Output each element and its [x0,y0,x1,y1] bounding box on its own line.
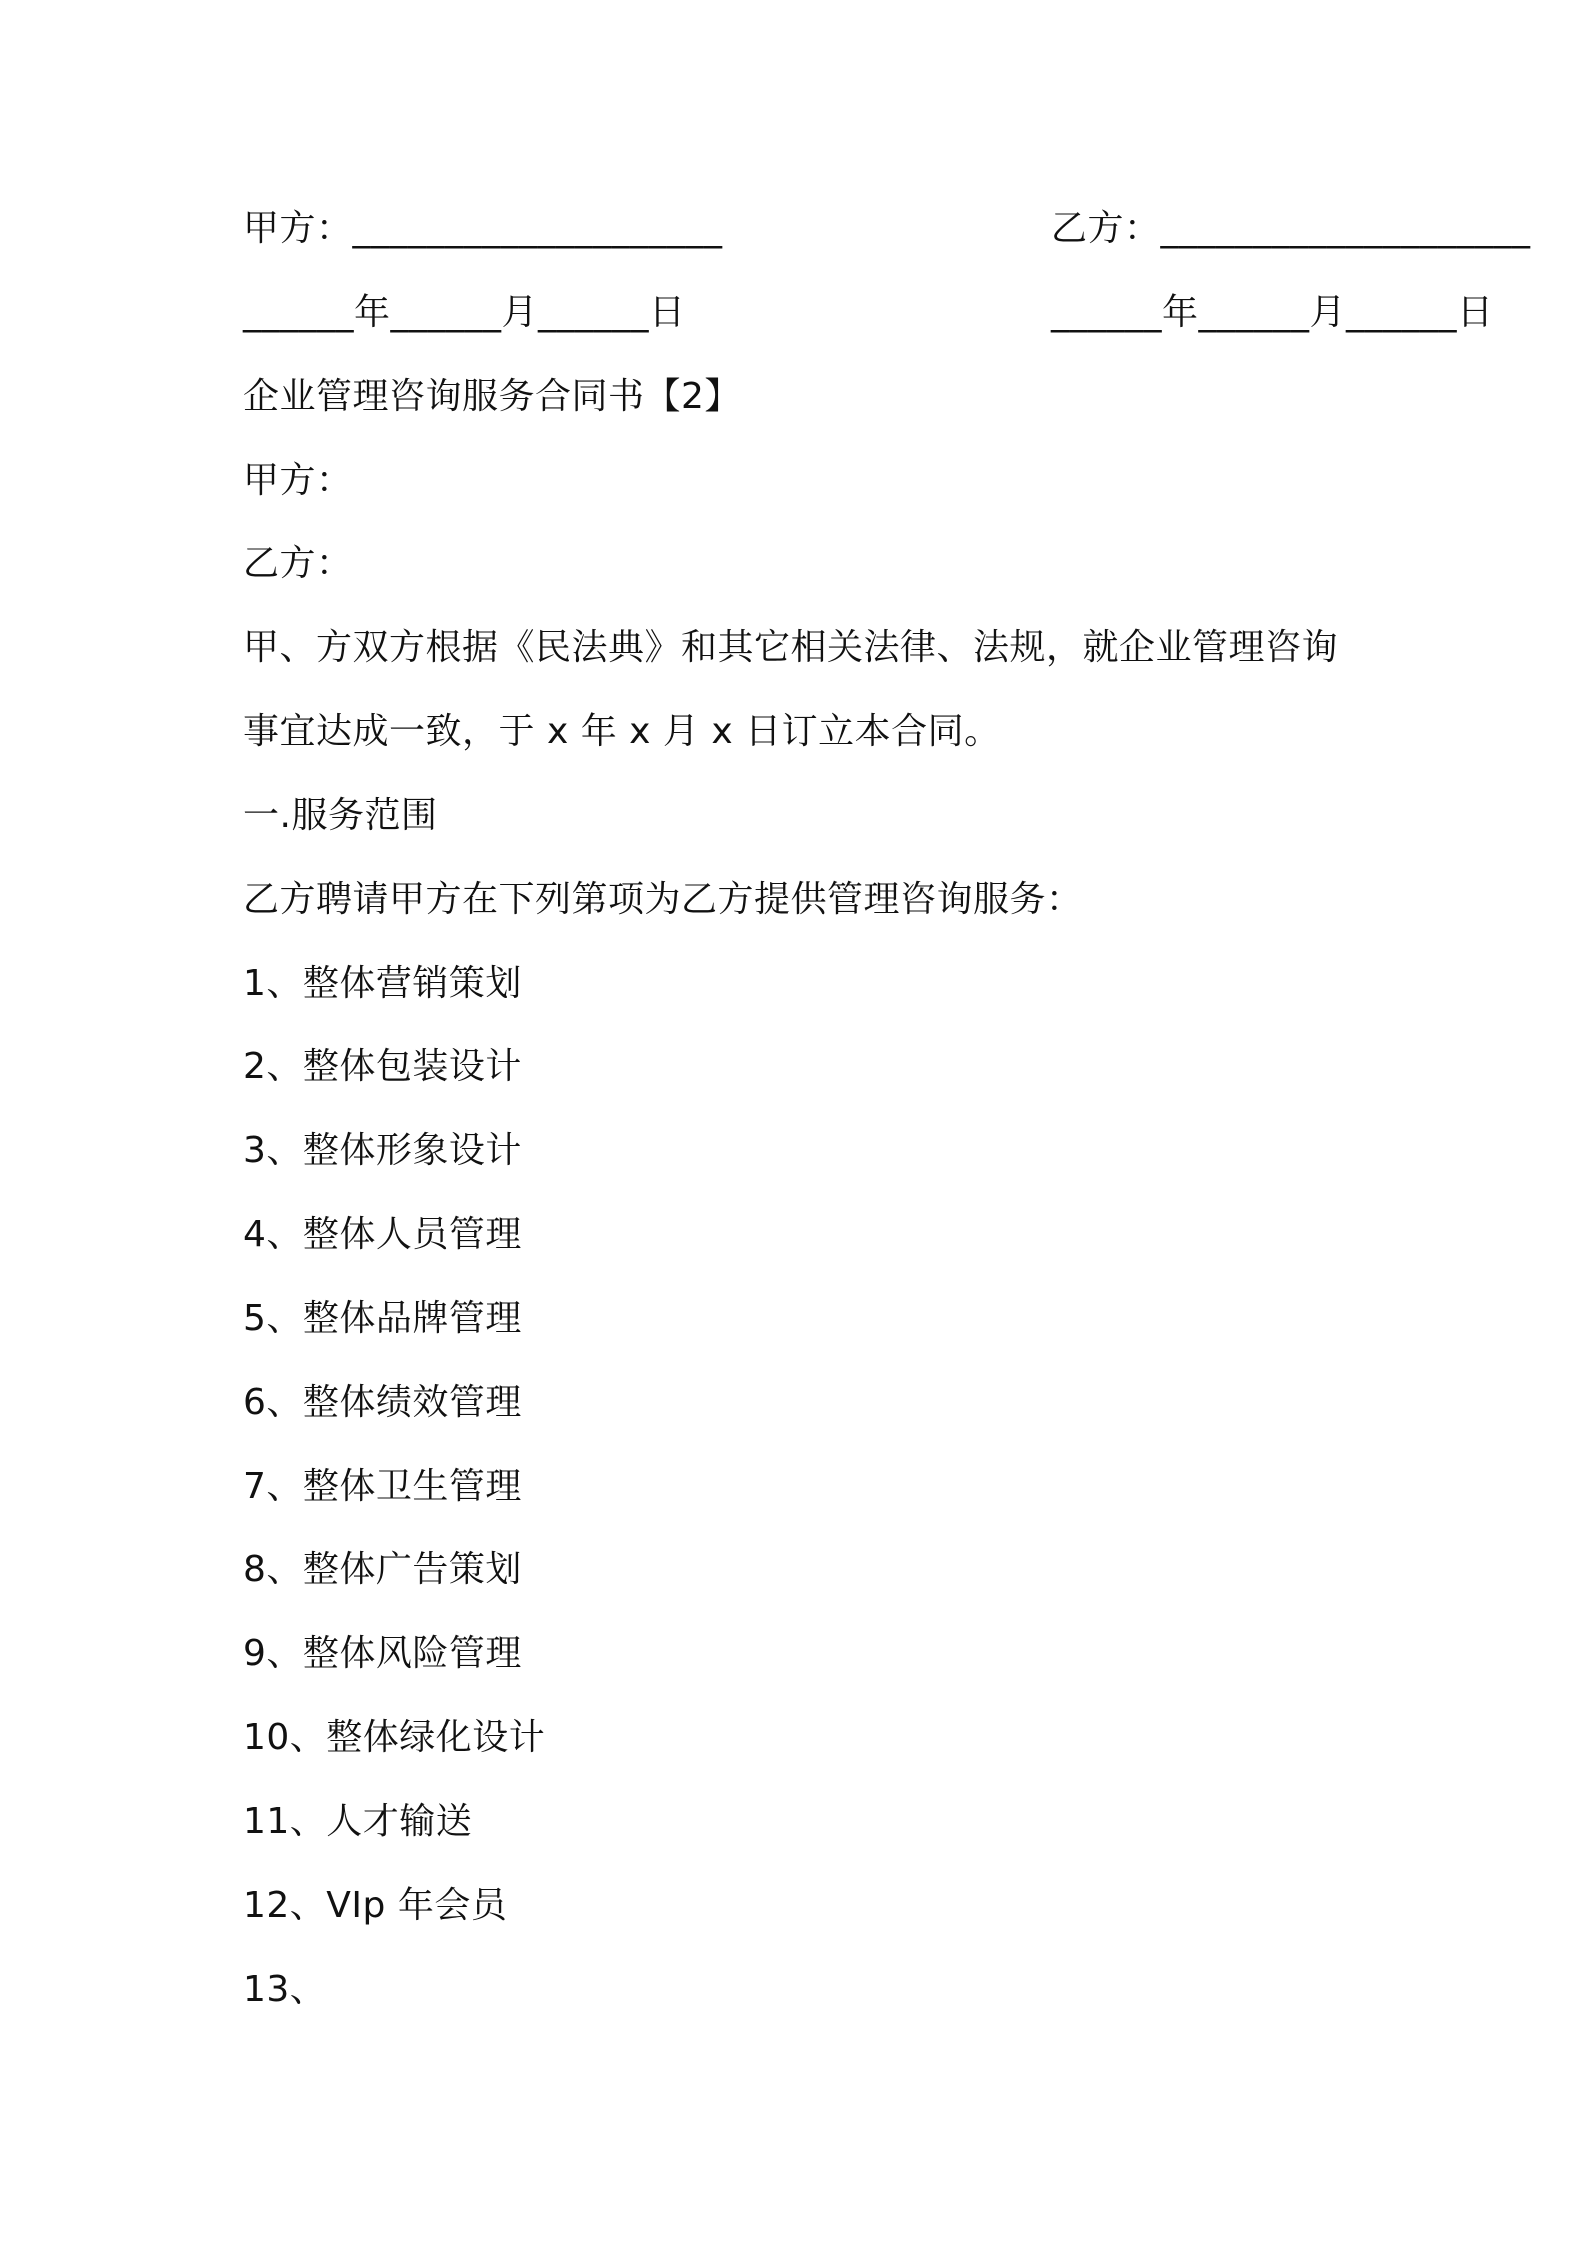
party-b-label: 乙方： [243,543,353,584]
service-item-11: 11、人才输送 [243,1801,473,1842]
service-item-9: 9、整体风险管理 [243,1633,522,1674]
contract-title: 企业管理咨询服务合同书【2】 [243,376,741,417]
party-b-date: ______年______月______日 [1051,292,1494,333]
service-item-3: 3、整体形象设计 [243,1130,522,1171]
service-item-5: 5、整体品牌管理 [243,1298,522,1339]
party-a-signature: 甲方：____________________ [243,208,723,249]
service-item-6: 6、整体绩效管理 [243,1382,522,1423]
intro-line-1: 甲、方双方根据《民法典》和其它相关法律、法规，就企业管理咨询 [243,627,1339,668]
party-b-signature: 乙方：____________________ [1051,208,1531,249]
service-item-1: 1、整体营销策划 [243,963,522,1004]
service-item-12: 12、VIp 年会员 [243,1885,508,1926]
intro-line-2: 事宜达成一致，于 x 年 x 月 x 日订立本合同。 [243,711,1001,752]
service-item-8: 8、整体广告策划 [243,1549,522,1590]
service-item-13: 13、 [243,1969,327,2010]
service-item-4: 4、整体人员管理 [243,1214,522,1255]
section-lead: 乙方聘请甲方在下列第项为乙方提供管理咨询服务： [243,879,1083,920]
signature-row-parties [243,205,1531,253]
party-a-label: 甲方： [243,460,353,501]
signature-row-dates [243,289,1494,337]
section-heading: 一.服务范围 [243,795,438,836]
service-item-2: 2、整体包装设计 [243,1046,522,1087]
service-item-10: 10、整体绿化设计 [243,1717,546,1758]
party-a-date: ______年______月______日 [243,292,686,333]
service-item-7: 7、整体卫生管理 [243,1466,522,1507]
